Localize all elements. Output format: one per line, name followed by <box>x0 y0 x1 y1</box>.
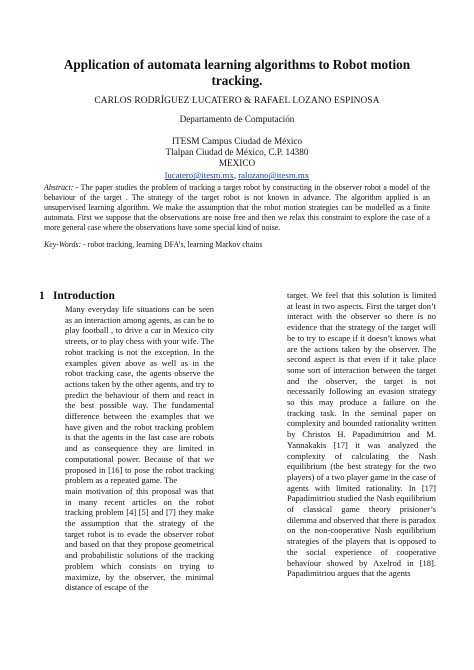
left-column <box>65 304 214 593</box>
affiliation-line-3: MEXICO <box>218 158 256 168</box>
department: Departamento de Computación <box>179 114 295 124</box>
email-link-ralozano[interactable]: ralozano@itesm.mx <box>238 170 310 180</box>
abstract <box>44 183 430 233</box>
affiliation-line-2: Tlalpan Ciudad de México, C.P. 14380 <box>165 147 309 157</box>
affiliation-line-1: ITESM Campus Ciudad de México <box>171 136 303 146</box>
right-paragraph-1: target. We feel that this solution is limited at least in two aspects. First the target don’t interact with the observer so there is no evidence that the strategy of the target will be to try to escape if it doesn’t knows what are the actions taken by the observer. The second aspect is that even if it take place some sort of interaction between the target and the observer, the target is not necessarily following an evasion strategy so this may produce a failure on the tracking task. In the seminal paper on complexity and bounded rationality written by Christos H. Papadimitriou and M. Yannakakis [17] it was analyzed the complexity of calculating the Nash equilibrium (the best strategy for the two players) of a two player game in the case of agents with limited rationality. In [17] Papadimitriou studied the Nash equilibrium of classical game theory prisioner’s dilemma and observed that there is paradox on the non-cooperative Nash equilibrium strategies of the players that is opposed to the social experience of cooperative behaviour showed by Axelrod in [18]. Papadimitriou argues that the agents <box>287 290 436 579</box>
section-heading <box>39 290 115 302</box>
author-emails <box>40 170 434 180</box>
paper-authors: CARLOS RODRÍGUEZ LUCATERO & RAFAEL LOZANO ESPINOSA <box>94 96 380 106</box>
email-link-lucatero[interactable]: lucatero@itesm.mx <box>164 170 234 180</box>
left-paragraph-2: main motivation of this proposal was that in many recent articles on the robot tracking problem [4] [5] and [7] they make the assumption that the strategy of the target robot is to evade the observer robot and based on that they propose geometrical and probabilistic solutions of the tracking problem which consists on trying to maximize, by the observer, the minimal distance of escape of the <box>65 485 214 593</box>
keywords <box>44 240 430 250</box>
email-separator: , <box>233 170 239 180</box>
abstract-label: Abstract: <box>44 183 74 192</box>
right-column <box>287 290 436 579</box>
section-title: Introduction <box>53 290 115 302</box>
section-number: 1 <box>39 290 45 302</box>
abstract-text: - The paper studies the problem of tracking a target robot by constructing in the observer robot a model of the behaviour of the target . The strategy of the target robot is not known in advance. The algorithm applied is an unsupervised learning algorithm. We make the assumption that the robot motion strategies can be modelled as a finite automata. First we suppose that the observations are noise free and then we relax this constraint to explore the case of a more general case where the observations have some special kind of noise. <box>44 183 430 232</box>
left-paragraph-1: Many everyday life situations can be seen as an interaction among agents, as can be to play football , to drive a car in Mexico city streets, or to play chess with your wife. The robot tracking is not the exception. In the examples given above as well as in the robot tracking case, the agents observe the actions taken by the other agents, and try to predict the behaviour of them and react in the best possible way. The fundamental difference between the examples that we have given and the robot tracking problem is that the agents in the last case are robots and as consequence they are limited in computational power. Because of that we proposed in [16] to pose the robot tracking problem as a repeated game. The <box>65 304 214 486</box>
paper-title: Application of automata learning algorithms to Robot motion tracking. <box>63 57 411 88</box>
keywords-text: - robot tracking, learning DFA’s, learning Markov chains <box>81 240 263 249</box>
keywords-label: Key-Words: <box>44 240 82 249</box>
